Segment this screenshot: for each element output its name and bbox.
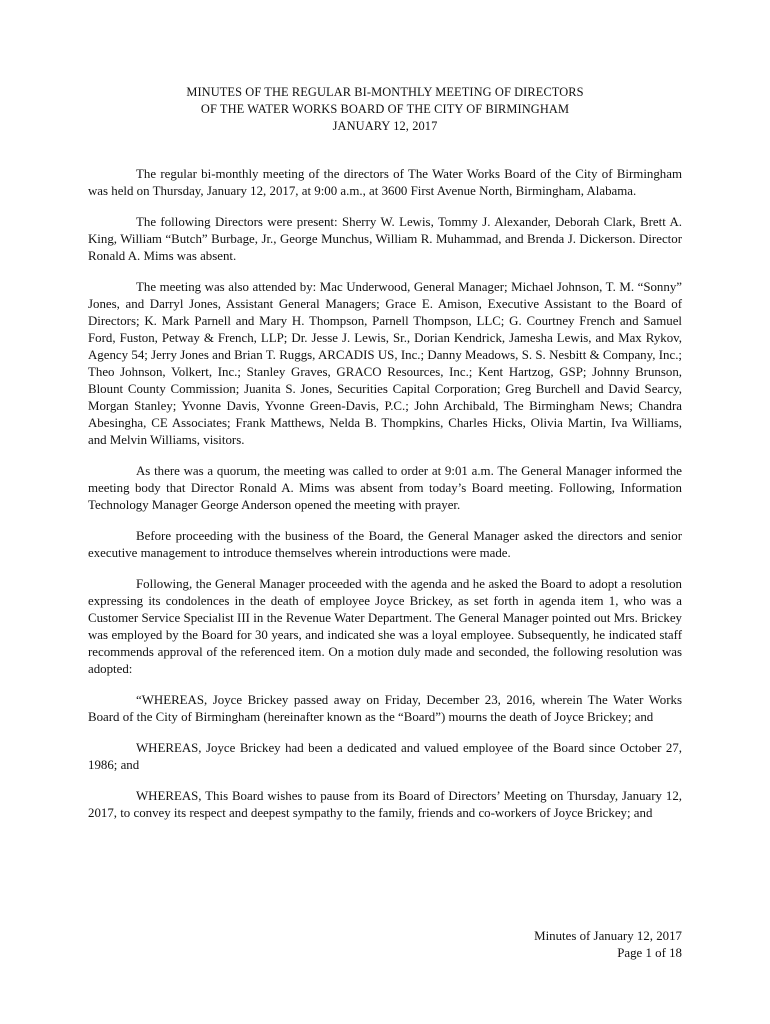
paragraph-directors-present: The following Directors were present: Sherry W. Lewis, Tommy J. Alexander, Deborah Clark, Brett A. King, William “Butch” Burbage, Jr., George Munchus, William R. Muhammad, and Brenda J. Dickerson. Director Ronald A. Mims was absent. [88,215,682,263]
paragraph-whereas-3: WHEREAS, This Board wishes to pause from its Board of Directors’ Meeting on Thursday, January 12, 2017, to convey its respect and deepest sympathy to the family, friends and co-workers of Joyce Brickey; and [88,789,682,820]
paragraph-quorum: As there was a quorum, the meeting was called to order at 9:01 a.m. The General Manager informed the meeting body that Director Ronald A. Mims was absent from today’s Board meeting. Following, Information Technology Manager George Anderson opened the meeting with prayer. [88,464,682,512]
footer-minutes-date: Minutes of January 12, 2017 [534,929,682,943]
page-footer [534,928,682,962]
paragraph-agenda-resolution: Following, the General Manager proceeded with the agenda and he asked the Board to adopt a resolution expressing its condolences in the death of employee Joyce Brickey, as set forth in agenda item 1, who was a Customer Service Specialist III in the Revenue Water Department. The General Manager pointed out Mrs. Brickey was employed by the Board for 30 years, and indicated she was a loyal employee. Subsequently, he indicated staff recommends approval of the referenced item. On a motion duly made and seconded, the following resolution was adopted: [88,577,682,676]
footer-page-number: Page 1 of 18 [617,946,682,960]
paragraph-attendees: The meeting was also attended by: Mac Underwood, General Manager; Michael Johnson, T. M. “Sonny” Jones, and Darryl Jones, Assistant General Managers; Grace E. Amison, Executive Assistant to the Board of Directors; K. Mark Parnell and Mary H. Thompson, Parnell Thompson, LLC; G. Courtney French and Samuel Ford, Fuston, Petway & French, LLP; Dr. Jesse J. Lewis, Sr., Dorian Kendrick, Jamesha Lewis, and Max Rykov, Agency 54; Jerry Jones and Brian T. Ruggs, ARCADIS US, Inc.; Danny Meadows, S. S. Nesbitt & Company, Inc.; Theo Johnson, Volkert, Inc.; Stanley Graves, GRACO Resources, Inc.; Kent Hartzog, GSP; Johnny Brunson, Blount County Commission; Juanita S. Jones, Securities Capital Corporation; Greg Burchell and David Searcy, Morgan Stanley; Yvonne Davis, Yvonne Green-Davis, P.C.; John Archibald, The Birmingham News; Chandra Abesingha, CE Associates; Frank Matthews, Nelda B. Thompkins, Charles Hicks, Olivia Martin, Iva Williams, and Melvin Williams, visitors. [88,280,682,447]
paragraph-meeting-held: The regular bi-monthly meeting of the directors of The Water Works Board of the City of Birmingham was held on Thursday, January 12, 2017, at 9:00 a.m., at 3600 First Avenue North, Birmingham, Alabama. [88,167,682,198]
paragraph-whereas-1: “WHEREAS, Joyce Brickey passed away on Friday, December 23, 2016, wherein The Water Works Board of the City of Birmingham (hereinafter known as the “Board”) mourns the death of Joyce Brickey; and [88,693,682,724]
title-line-2: OF THE WATER WORKS BOARD OF THE CITY OF BIRMINGHAM [200,102,570,116]
title-line-1: MINUTES OF THE REGULAR BI-MONTHLY MEETING OF DIRECTORS [186,85,584,99]
document-body [88,166,682,836]
paragraph-introductions: Before proceeding with the business of the Board, the General Manager asked the directors and senior executive management to introduce themselves wherein introductions were made. [88,529,682,560]
paragraph-whereas-2: WHEREAS, Joyce Brickey had been a dedicated and valued employee of the Board since October 27, 1986; and [88,741,682,772]
title-line-3: JANUARY 12, 2017 [332,119,438,133]
document-title [88,84,682,135]
